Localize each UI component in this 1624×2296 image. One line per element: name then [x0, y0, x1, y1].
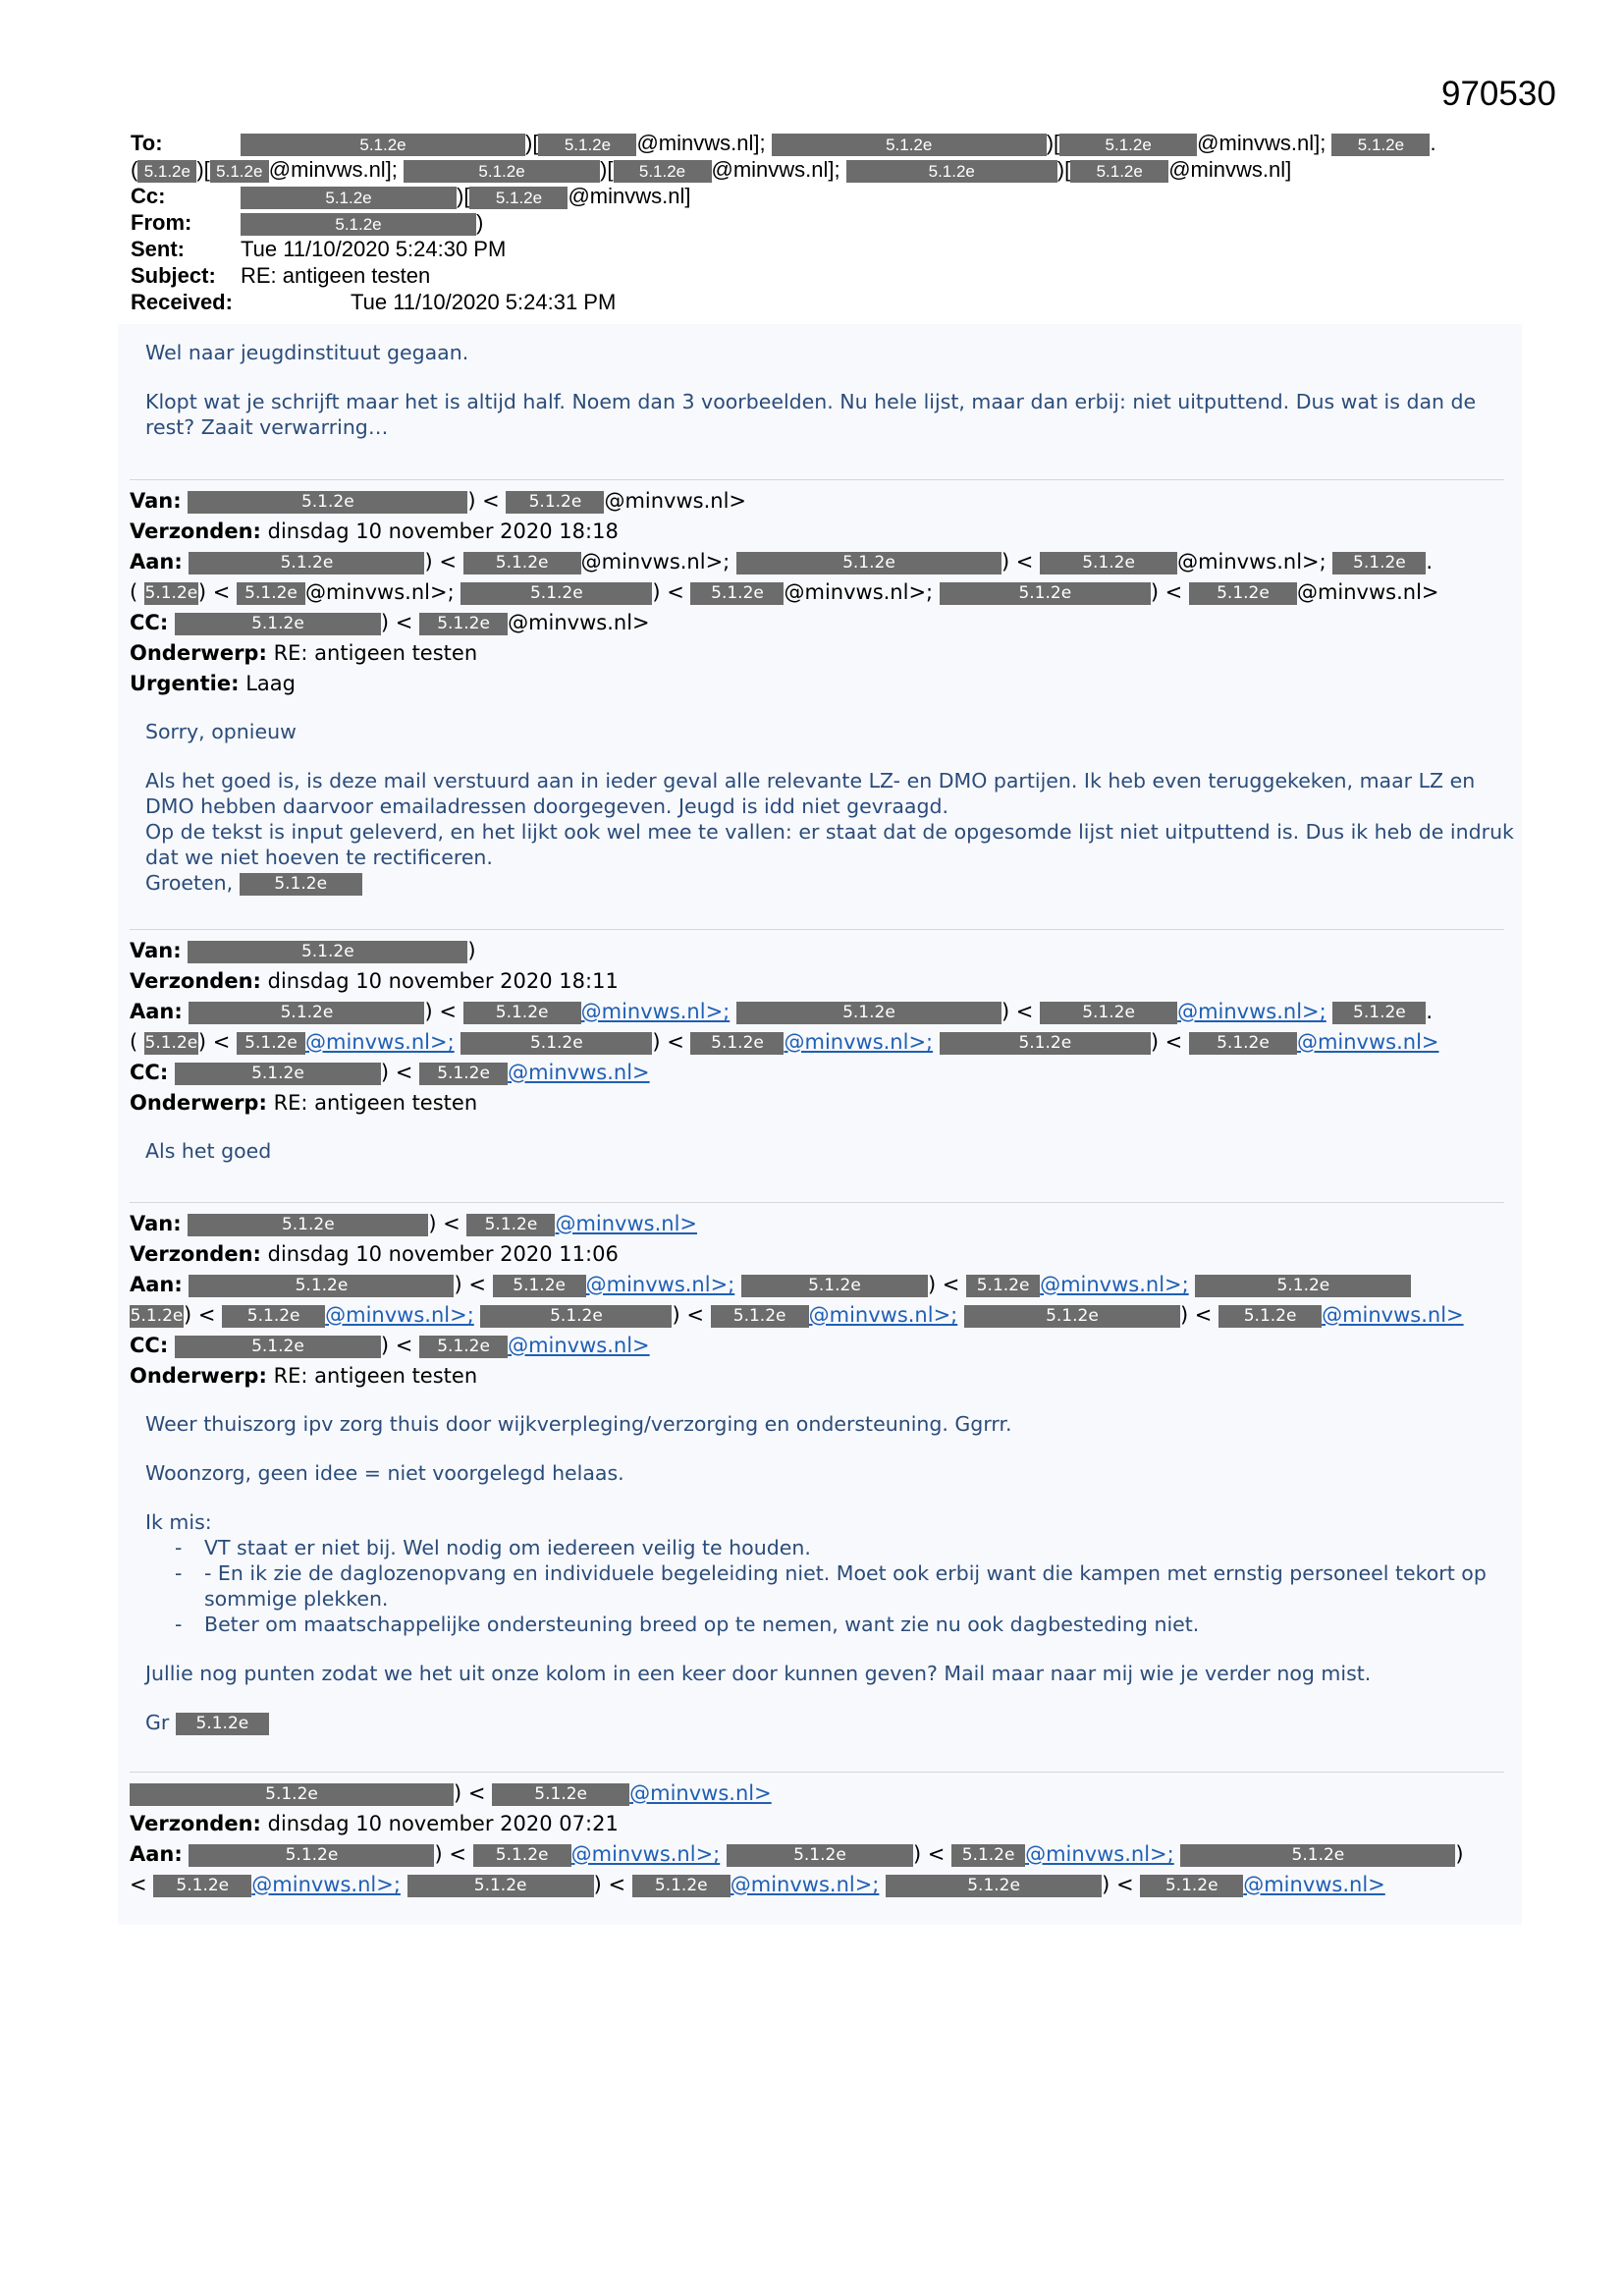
- redaction: 5.1.2e: [736, 1002, 1001, 1024]
- field-label: Onderwerp:: [130, 641, 267, 665]
- aan-row-2: ( 5.1.2e) < 5.1.2e @minvws.nl>; 5.1.2e ) < 5.1.2e @minvws.nl>; 5.1.2e ) < 5.1.2e @minvws.nl>: [130, 580, 1439, 604]
- redaction: 5.1.2e: [175, 1063, 381, 1085]
- email-link[interactable]: @minvws.nl>: [1322, 1303, 1464, 1327]
- quoted-message-3: Van: 5.1.2e ) < 5.1.2e @minvws.nl> Verzonden: dinsdag 10 november 2020 11:06 Aan: 5.1.2e ) < 5.1.2e @minvws.nl>; 5.1.2e ) < 5.1.2e @minvws.nl>; 5.1.2e 5.1.2e) < 5.1.2e @minvws.nl>; 5.1.2e ) < 5.1.2e @minvws.nl>; 5.1.2e ) < 5.1.2e @minvws.nl> CC: 5.1.2e ) < 5.1.2e @minvws.nl> Onderwerp: RE: antigeen testen Weer thuiszorg ipv zorg thuis door wijkverpleging/verzorging en ondersteuning. Ggrrr. Woonzorg, geen idee = niet voorgelegd helaas. Ik mis: - VT staat er niet bij. Wel nodig om iedereen veilig te houden. - - En ik zie de daglozenopvang en individuele begeleiding niet. Moet ook erbij want die kampen met ernstig personeel tekort op sommige plekken. - Beter om maatschappelijke ondersteuning breed op te nemen, want zie nu ook dagbesteding niet. Jullie nog punten zodat we het uit onze kolom in een keer door kunnen geven? Mail maar naar mij wie je verder nog mist. Gr 5.1.2e: [130, 1196, 1514, 1759]
- list-item: - - En ik zie de daglozenopvang en individuele begeleiding niet. Moet ook erbij want die kampen met ernstig personeel tekort op sommige plekken.: [204, 1560, 1514, 1612]
- aan-row: Aan: 5.1.2e ) < 5.1.2e @minvws.nl>; 5.1.2e ) < 5.1.2e @minvws.nl>; 5.1.2e .: [130, 550, 1434, 574]
- field-label: Van:: [130, 489, 182, 513]
- quoted-message-2: Van: 5.1.2e ) Verzonden: dinsdag 10 november 2020 18:11 Aan: 5.1.2e ) < 5.1.2e @minvws.nl>; 5.1.2e ) < 5.1.2e @minvws.nl>; 5.1.2e . ( 5.1.2e) < 5.1.2e @minvws.nl>; 5.1.2e ) < 5.1.2e @minvws.nl>; 5.1.2e ) < 5.1.2e @minvws.nl> CC: 5.1.2e ) < 5.1.2e @minvws.nl> Onderwerp: RE: antigeen testen Als het goed: [130, 923, 1514, 1187]
- redaction: 5.1.2e: [176, 1713, 269, 1735]
- redaction: 5.1.2e: [1040, 1002, 1177, 1024]
- field-label: CC:: [130, 1334, 169, 1357]
- redaction: 5.1.2e: [469, 187, 568, 209]
- field-label: Onderwerp:: [130, 1091, 267, 1115]
- redaction: 5.1.2e: [1059, 134, 1197, 156]
- field-label: Onderwerp:: [130, 1364, 267, 1388]
- email-link[interactable]: @minvws.nl>;: [1025, 1842, 1174, 1866]
- message-body: Weer thuiszorg ipv zorg thuis door wijkverpleging/verzorging en ondersteuning. Ggrrr. Woonzorg, geen idee = niet voorgelegd helaas. Ik mis: - VT staat er niet bij. Wel nodig om iedereen veilig te houden. - - En ik zie de daglozenopvang en individuele begeleiding niet. Moet ook erbij want die kampen met ernstig personeel tekort op sommige plekken. - Beter om maatschappelijke ondersteuning breed op te nemen, want zie nu ook dagbesteding niet. Jullie nog punten zodat we het uit onze kolom in een keer door kunnen geven? Mail maar naar mij wie je verder nog mist. Gr 5.1.2e: [130, 1411, 1514, 1735]
- redaction: 5.1.2e: [189, 1002, 424, 1024]
- email-link[interactable]: @minvws.nl>;: [730, 1873, 880, 1896]
- sent-row: Sent: Tue 11/10/2020 5:24:30 PM: [131, 237, 507, 261]
- redaction: 5.1.2e: [466, 1214, 555, 1236]
- received-row: Received: Tue 11/10/2020 5:24:31 PM: [131, 290, 617, 314]
- redaction: 5.1.2e: [964, 1305, 1180, 1328]
- email-link[interactable]: @minvws.nl>;: [570, 1842, 721, 1866]
- field-label: Aan:: [130, 1273, 183, 1296]
- email-link[interactable]: @minvws.nl>;: [585, 1273, 735, 1296]
- email-link[interactable]: @minvws.nl>;: [808, 1303, 958, 1327]
- message-body: Sorry, opnieuw Als het goed is, is deze mail verstuurd aan in ieder geval alle relevante LZ- en DMO partijen. Ik heb even teruggekeken, maar LZ en DMO hebben daarvoor emailadressen doorgegeven. Jeugd is idd niet gevraagd. Op de tekst is input geleverd, en het lijkt ook wel mee te vallen: er staat dat de opgesomde lijst niet uitputtend is. Dus ik heb de indruk dat we niet hoeven te rectificeren. Groeten, 5.1.2e: [145, 720, 1514, 895]
- redaction: 5.1.2e: [237, 1032, 305, 1055]
- redaction: 5.1.2e: [463, 552, 581, 574]
- redaction: 5.1.2e: [189, 1844, 434, 1867]
- email-link[interactable]: @minvws.nl>;: [1040, 1273, 1189, 1296]
- redaction: 5.1.2e: [480, 1305, 672, 1328]
- redaction: 5.1.2e: [772, 134, 1047, 156]
- email-link[interactable]: @minvws.nl>: [508, 1334, 650, 1357]
- redaction: 5.1.2e: [241, 213, 476, 236]
- redaction: 5.1.2e: [614, 160, 712, 183]
- redaction: 5.1.2e: [846, 160, 1057, 183]
- quoted-message-4: 5.1.2e ) < 5.1.2e @minvws.nl> Verzonden: dinsdag 10 november 2020 07:21 Aan: 5.1.2e ) < 5.1.2e @minvws.nl>; 5.1.2e ) < 5.1.2e @minvws.nl>; 5.1.2e ) < 5.1.2e @minvws.nl>; 5.1.2e ) < 5.1.2e @minvws.nl>; 5.1.2e ) < 5.1.2e @minvws.nl>: [130, 1766, 1514, 1900]
- field-label: CC:: [130, 1061, 169, 1084]
- message-body: Wel naar jeugdinstituut gegaan. Klopt wat je schrijft maar het is altijd half. Noem dan 3 voorbeelden. Nu hele lijst, maar dan erbij: niet uitputtend. Dus wat is dan de rest? Zaait verwarring…: [145, 341, 1477, 439]
- email-link[interactable]: @minvws.nl>;: [1177, 1000, 1326, 1023]
- redaction: 5.1.2e: [189, 1275, 454, 1297]
- redaction: 5.1.2e: [1040, 552, 1177, 574]
- redaction: 5.1.2e: [538, 134, 636, 156]
- redaction: 5.1.2e: [940, 1032, 1151, 1055]
- redaction: 5.1.2e: [1331, 134, 1430, 156]
- redaction: 5.1.2e: [407, 1875, 594, 1897]
- redaction: 5.1.2e: [241, 134, 525, 156]
- redaction: 5.1.2e: [741, 1275, 928, 1297]
- cc-row: CC: 5.1.2e ) < 5.1.2e @minvws.nl>: [130, 611, 650, 634]
- redaction: 5.1.2e: [1195, 1275, 1411, 1297]
- email-link[interactable]: @minvws.nl>;: [784, 1030, 934, 1054]
- redaction: 5.1.2e: [175, 613, 381, 635]
- redaction: 5.1.2e: [493, 1275, 586, 1297]
- email-link[interactable]: @minvws.nl>: [629, 1781, 772, 1805]
- email-link[interactable]: @minvws.nl>;: [305, 1030, 455, 1054]
- subject-row: Subject: RE: antigeen testen: [131, 263, 431, 288]
- redaction: 5.1.2e: [240, 873, 362, 896]
- email-link[interactable]: @minvws.nl>;: [251, 1873, 401, 1896]
- redaction: 5.1.2e: [460, 1032, 652, 1055]
- field-label: Verzonden:: [130, 519, 261, 543]
- redaction: 5.1.2e: [222, 1305, 325, 1328]
- redaction: 5.1.2e: [951, 1844, 1025, 1867]
- email-link[interactable]: @minvws.nl>: [1296, 1030, 1439, 1054]
- redaction: 5.1.2e: [966, 1275, 1040, 1297]
- redaction: 5.1.2e: [1218, 1305, 1322, 1328]
- quoted-message-1: [130, 473, 1514, 919]
- redaction: 5.1.2e: [690, 1032, 784, 1055]
- list-item: - VT staat er niet bij. Wel nodig om iedereen veilig te houden.: [204, 1535, 1514, 1560]
- redaction: 5.1.2e: [1189, 1032, 1297, 1055]
- redaction: 5.1.2e: [175, 1336, 381, 1358]
- field-label: Verzonden:: [130, 1242, 261, 1266]
- email-link[interactable]: @minvws.nl>: [555, 1212, 698, 1235]
- to-row: To: 5.1.2e )[ 5.1.2e @minvws.nl]; 5.1.2e )[ 5.1.2e @minvws.nl]; 5.1.2e .: [131, 131, 1436, 155]
- van-row: Van: 5.1.2e ) < 5.1.2e @minvws.nl>: [130, 489, 747, 513]
- redaction: 5.1.2e: [1180, 1844, 1455, 1867]
- redaction: 5.1.2e: [419, 1336, 508, 1358]
- redaction: 5.1.2e: [473, 1844, 571, 1867]
- message-body: Als het goed: [145, 1139, 272, 1163]
- from-row: From: 5.1.2e ): [131, 210, 484, 235]
- field-label: Verzonden:: [130, 1812, 261, 1835]
- email-thread: [118, 324, 1522, 1925]
- redaction: 5.1.2e: [144, 582, 198, 603]
- redaction: 5.1.2e: [153, 1875, 251, 1897]
- redaction: 5.1.2e: [130, 1305, 184, 1326]
- document-number: 970530: [1441, 75, 1556, 113]
- redaction: 5.1.2e: [188, 1214, 428, 1236]
- email-link[interactable]: @minvws.nl>;: [580, 1000, 731, 1023]
- redaction: 5.1.2e: [404, 160, 600, 183]
- to-row-2: ( 5.1.2e )[ 5.1.2e @minvws.nl]; 5.1.2e )[ 5.1.2e @minvws.nl]; 5.1.2e )[ 5.1.2e @minvws.nl]: [131, 157, 1292, 182]
- email-link[interactable]: @minvws.nl>: [1243, 1873, 1385, 1896]
- verzonden-row: Verzonden: dinsdag 10 november 2020 18:18: [130, 519, 619, 543]
- redaction: 5.1.2e: [711, 1305, 809, 1328]
- redaction: 5.1.2e: [940, 582, 1151, 605]
- redaction: 5.1.2e: [1332, 552, 1426, 574]
- redaction: 5.1.2e: [727, 1844, 913, 1867]
- redaction: 5.1.2e: [1189, 582, 1297, 605]
- onderwerp-row: Onderwerp: RE: antigeen testen: [130, 641, 478, 665]
- redaction: 5.1.2e: [736, 552, 1001, 574]
- redaction: 5.1.2e: [690, 582, 784, 605]
- redaction: 5.1.2e: [419, 1063, 508, 1085]
- field-label: Van:: [130, 939, 182, 962]
- redaction: 5.1.2e: [886, 1875, 1102, 1897]
- field-label: Aan:: [130, 550, 183, 574]
- list-item: - Beter om maatschappelijke ondersteuning breed op te nemen, want zie nu ook dagbesteding niet.: [204, 1612, 1514, 1637]
- field-label: Aan:: [130, 1000, 183, 1023]
- field-label: CC:: [130, 611, 169, 634]
- redaction: 5.1.2e: [210, 160, 269, 183]
- redaction: 5.1.2e: [130, 1783, 454, 1806]
- redaction: 5.1.2e: [632, 1875, 731, 1897]
- redaction: 5.1.2e: [463, 1002, 581, 1024]
- email-header: [131, 130, 1505, 315]
- missing-list: [145, 1535, 1514, 1637]
- redaction: 5.1.2e: [419, 613, 508, 635]
- email-link[interactable]: @minvws.nl>: [508, 1061, 650, 1084]
- redaction: 5.1.2e: [492, 1783, 629, 1806]
- redaction: 5.1.2e: [506, 491, 604, 514]
- redaction: 5.1.2e: [1070, 160, 1168, 183]
- field-label: Urgentie:: [130, 672, 240, 695]
- redaction: 5.1.2e: [1332, 1002, 1426, 1024]
- field-label: Verzonden:: [130, 969, 261, 993]
- urgentie-row: Urgentie: Laag: [130, 672, 296, 695]
- redaction: 5.1.2e: [188, 491, 467, 514]
- redaction: 5.1.2e: [144, 1032, 198, 1053]
- field-label: Van:: [130, 1212, 182, 1235]
- redaction: 5.1.2e: [237, 582, 305, 605]
- field-label: Aan:: [130, 1842, 183, 1866]
- cc-row: Cc: 5.1.2e )[ 5.1.2e @minvws.nl]: [131, 184, 691, 208]
- redaction: 5.1.2e: [1140, 1875, 1243, 1897]
- redaction: 5.1.2e: [460, 582, 652, 605]
- email-link[interactable]: @minvws.nl>;: [325, 1303, 474, 1327]
- redaction: 5.1.2e: [189, 552, 424, 574]
- redaction: 5.1.2e: [137, 160, 196, 183]
- redaction: 5.1.2e: [241, 187, 457, 209]
- redaction: 5.1.2e: [188, 941, 467, 963]
